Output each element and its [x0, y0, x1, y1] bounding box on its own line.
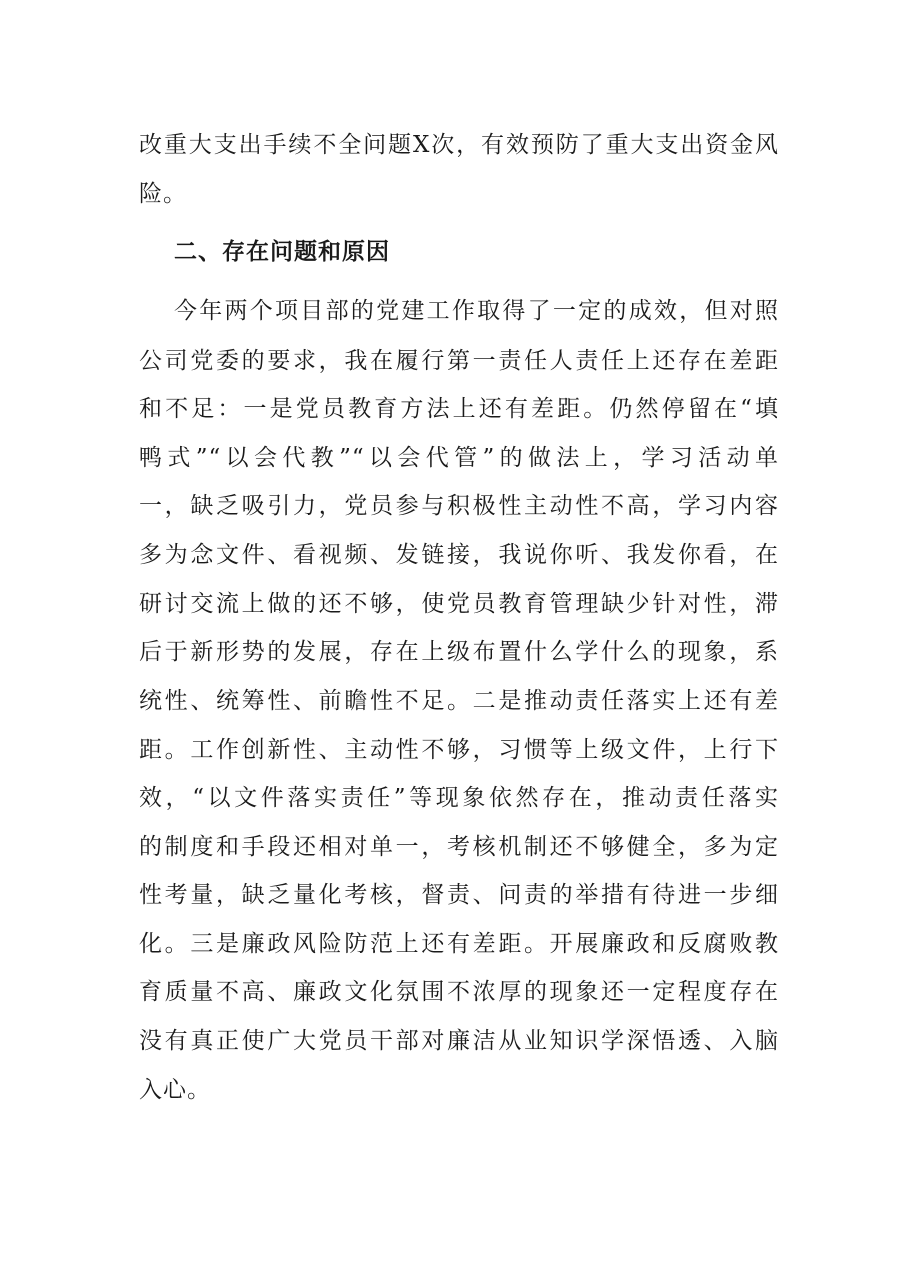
- body-text-line: 没有真正使广大党员干部对廉洁从业知识学深悟透、入脑: [139, 1028, 779, 1054]
- body-text-line: 公司党委的要求，我在履行第一责任人责任上还存在差距: [139, 348, 779, 374]
- body-text-line: 研讨交流上做的还不够，使党员教育管理缺少针对性，滞: [139, 591, 779, 617]
- body-text-line: 效，“以文件落实责任”等现象依然存在，推动责任落实: [139, 785, 779, 811]
- body-text-line: 距。工作创新性、主动性不够，习惯等上级文件，上行下: [139, 737, 779, 763]
- body-text-line: 统性、统筹性、前瞻性不足。二是推动责任落实上还有差: [139, 688, 779, 714]
- section-heading: 二、存在问题和原因: [174, 239, 390, 265]
- body-text-line: 一，缺乏吸引力，党员参与积极性主动性不高，学习内容: [139, 493, 779, 519]
- body-text-line: 育质量不高、廉政文化氛围不浓厚的现象还一定程度存在: [139, 979, 779, 1005]
- body-text-line: 性考量，缺乏量化考核，督责、问责的举措有待进一步细: [139, 882, 779, 908]
- body-text-line: 险。: [139, 181, 187, 207]
- body-text-line: 化。三是廉政风险防范上还有差距。开展廉政和反腐败教: [139, 931, 779, 957]
- body-text-line: 入心。: [139, 1077, 211, 1103]
- body-text-line: 后于新形势的发展，存在上级布置什么学什么的现象，系: [139, 639, 779, 665]
- body-text-line: 改重大支出手续不全问题X次，有效预防了重大支出资金风: [139, 132, 779, 158]
- body-text-line: 多为念文件、看视频、发链接，我说你听、我发你看，在: [139, 542, 779, 568]
- body-text-line: 的制度和手段还相对单一，考核机制还不够健全，多为定: [139, 834, 779, 860]
- body-text-line: 和不足：一是党员教育方法上还有差距。仍然停留在“填: [139, 396, 779, 422]
- body-text-line: 鸭式”“以会代教”“以会代管”的做法上，学习活动单: [139, 445, 779, 471]
- paragraph-first-line: 今年两个项目部的党建工作取得了一定的成效，但对照: [174, 298, 779, 324]
